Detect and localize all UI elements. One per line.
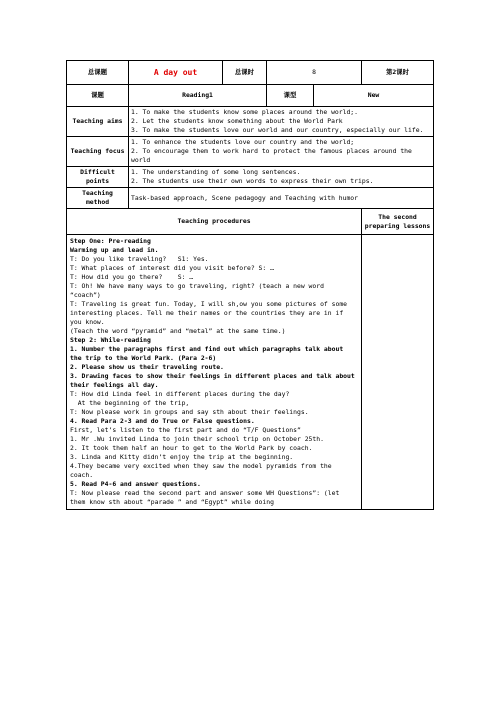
method-row xyxy=(67,188,434,209)
procedure-line: T: Oh! We have many ways to go traveling, right? (teach a new word “coach”) xyxy=(70,282,328,299)
second-preparing-header: The second preparing lessons xyxy=(362,209,434,235)
procedure-line: T: How did Linda feel in different places during the day? xyxy=(70,390,290,398)
aims-item: 1. To make the students know some places around the world;. xyxy=(131,108,359,116)
aims-item: 2. Let the students know something about the World Park xyxy=(131,117,343,125)
procedure-line: T: Now please work in groups and say sth about their feelings. xyxy=(70,408,309,416)
header-row-1 xyxy=(67,61,434,85)
aims-content xyxy=(129,107,434,137)
procedure-heading: 2. Please show us their traveling route. xyxy=(70,363,224,371)
aims-row xyxy=(67,107,434,137)
period-label: 第2课时 xyxy=(362,61,434,85)
procedure-line: T: Do you like traveling? S1: Yes. xyxy=(70,255,209,263)
difficult-item: 1. The understanding of some long sentences. xyxy=(131,168,301,176)
procedures-content xyxy=(67,235,362,510)
procedure-line: T: Now please read the second part and answer some WH Questions”: (let them know sth about “parade ” and “Egypt” while doing xyxy=(70,489,344,506)
procedure-line: (Teach the word “pyramid” and “metal” at the same time.) xyxy=(70,327,286,335)
focus-row xyxy=(67,137,434,167)
focus-content xyxy=(129,137,434,167)
topic-value: A day out xyxy=(129,61,223,85)
total-periods-label: 总课时 xyxy=(223,61,267,85)
procedure-heading: 5. Read P4-6 and answer questions. xyxy=(70,480,201,488)
procedure-line: 3. Linda and Kitty didn’t enjoy the trip at the beginning. xyxy=(70,453,294,461)
method-value: Task-based approach, Scene pedagogy and Teaching with humor xyxy=(129,188,434,209)
procedures-row xyxy=(67,235,434,510)
procedure-line: T: What places of interest did you visit before? S: … xyxy=(70,264,274,272)
aims-list xyxy=(131,108,431,135)
lesson-label: 课题 xyxy=(67,85,129,107)
type-label: 课型 xyxy=(267,85,314,107)
topic-label: 总课题 xyxy=(67,61,129,85)
procedure-heading: 1. Number the paragraphs first and find out which paragraphs talk about the trip to the World Park. (Para 2-6) xyxy=(70,345,348,362)
lesson-value: Reading1 xyxy=(129,85,267,107)
aims-item: 3. To make the students love our world and our country, especially our life. xyxy=(131,126,424,134)
procedure-heading: 4. Read Para 2-3 and do True or False questions. xyxy=(70,417,255,425)
procedure-line: 1. Mr .Wu invited Linda to join their school trip on October 25th. xyxy=(70,435,324,443)
procedure-heading: Step 2: While-reading xyxy=(70,336,151,344)
procedure-line: T: Traveling is great fun. Today, I will sh,ow you some pictures of some interesting places. Tell me their names or the countries they are in if you know. xyxy=(70,300,351,326)
difficult-label: Difficult points xyxy=(67,167,129,188)
procedure-heading: 3. Drawing faces to show their feelings in different places and talk about their feelings all day. xyxy=(70,372,359,389)
focus-label: Teaching focus xyxy=(67,137,129,167)
difficult-item: 2. The students use their own words to express their own trips. xyxy=(131,177,374,185)
procedure-line: First, let’s listen to the first part and do “T/F Questions” xyxy=(70,426,301,434)
procedure-line: T: How did you go there? S: … xyxy=(70,273,194,281)
focus-list xyxy=(131,138,431,165)
header-row-2 xyxy=(67,85,434,107)
method-label: Teaching method xyxy=(67,188,129,209)
procedure-line: 2. It took them half an hour to get to the World Park by coach. xyxy=(70,444,313,452)
procedures-header: Teaching procedures xyxy=(67,209,362,235)
second-preparing-content xyxy=(362,235,434,510)
difficult-row xyxy=(67,167,434,188)
procedure-heading: Step One: Pre-reading xyxy=(70,237,151,245)
difficult-content xyxy=(129,167,434,188)
procedure-line: 4.They became very excited when they saw the model pyramids from the coach. xyxy=(70,462,336,479)
type-value: New xyxy=(314,85,434,107)
lesson-plan-table xyxy=(66,60,434,510)
focus-item: 2. To encourage them to work hard to protect the famous places around the world xyxy=(131,147,412,164)
focus-item: 1. To enhance the students love our country and the world; xyxy=(131,138,355,146)
total-periods-value: 8 xyxy=(267,61,362,85)
procedure-line: At the beginning of the trip, xyxy=(70,399,190,407)
aims-label: Teaching aims xyxy=(67,107,129,137)
difficult-list xyxy=(131,168,431,186)
procedures-header-row xyxy=(67,209,434,235)
procedure-heading: Warming up and lead in. xyxy=(70,246,159,254)
